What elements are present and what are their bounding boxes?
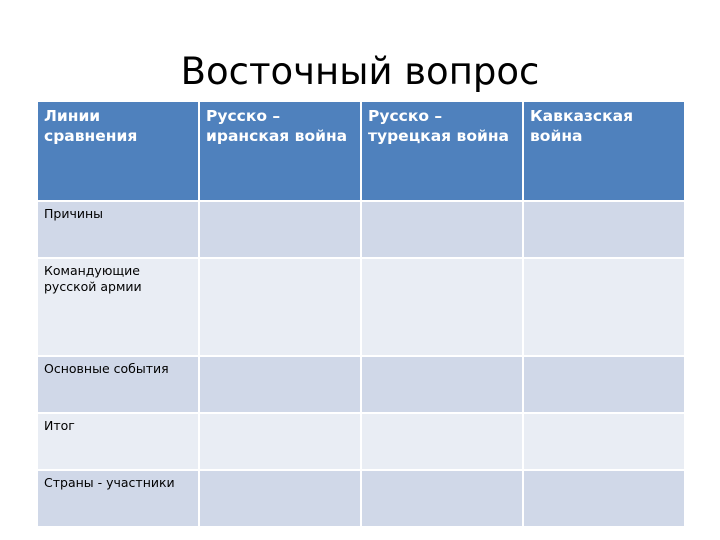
table-cell — [523, 356, 685, 413]
table-cell — [199, 201, 361, 258]
slide-title: Восточный вопрос — [180, 50, 540, 93]
table-row — [37, 413, 685, 470]
row-label-main-events: Основные события — [37, 356, 199, 413]
table-row — [37, 201, 685, 258]
table-cell — [361, 356, 523, 413]
header-cell-russo-persian-war: Русско – иранская война — [199, 101, 361, 201]
table-cell — [361, 413, 523, 470]
row-label-result: Итог — [37, 413, 199, 470]
row-label-participants: Страны - участники — [37, 470, 199, 527]
table-cell — [361, 258, 523, 356]
row-label-causes: Причины — [37, 201, 199, 258]
table-cell — [523, 201, 685, 258]
table-row — [37, 258, 685, 356]
table-row — [37, 356, 685, 413]
row-label-commanders: Командующие русской армии — [37, 258, 199, 356]
header-cell-criteria: Линии сравнения — [37, 101, 199, 201]
table-cell — [199, 356, 361, 413]
table-cell — [199, 470, 361, 527]
header-cell-caucasian-war: Кавказская война — [523, 101, 685, 201]
table-cell — [361, 201, 523, 258]
table-cell — [523, 413, 685, 470]
table-header-row — [37, 101, 685, 201]
table-row — [37, 470, 685, 527]
table-cell — [199, 413, 361, 470]
comparison-table — [36, 100, 686, 528]
table-cell — [523, 470, 685, 527]
header-cell-russo-turkish-war: Русско – турецкая война — [361, 101, 523, 201]
table-cell — [523, 258, 685, 356]
table-cell — [199, 258, 361, 356]
table-cell — [361, 470, 523, 527]
